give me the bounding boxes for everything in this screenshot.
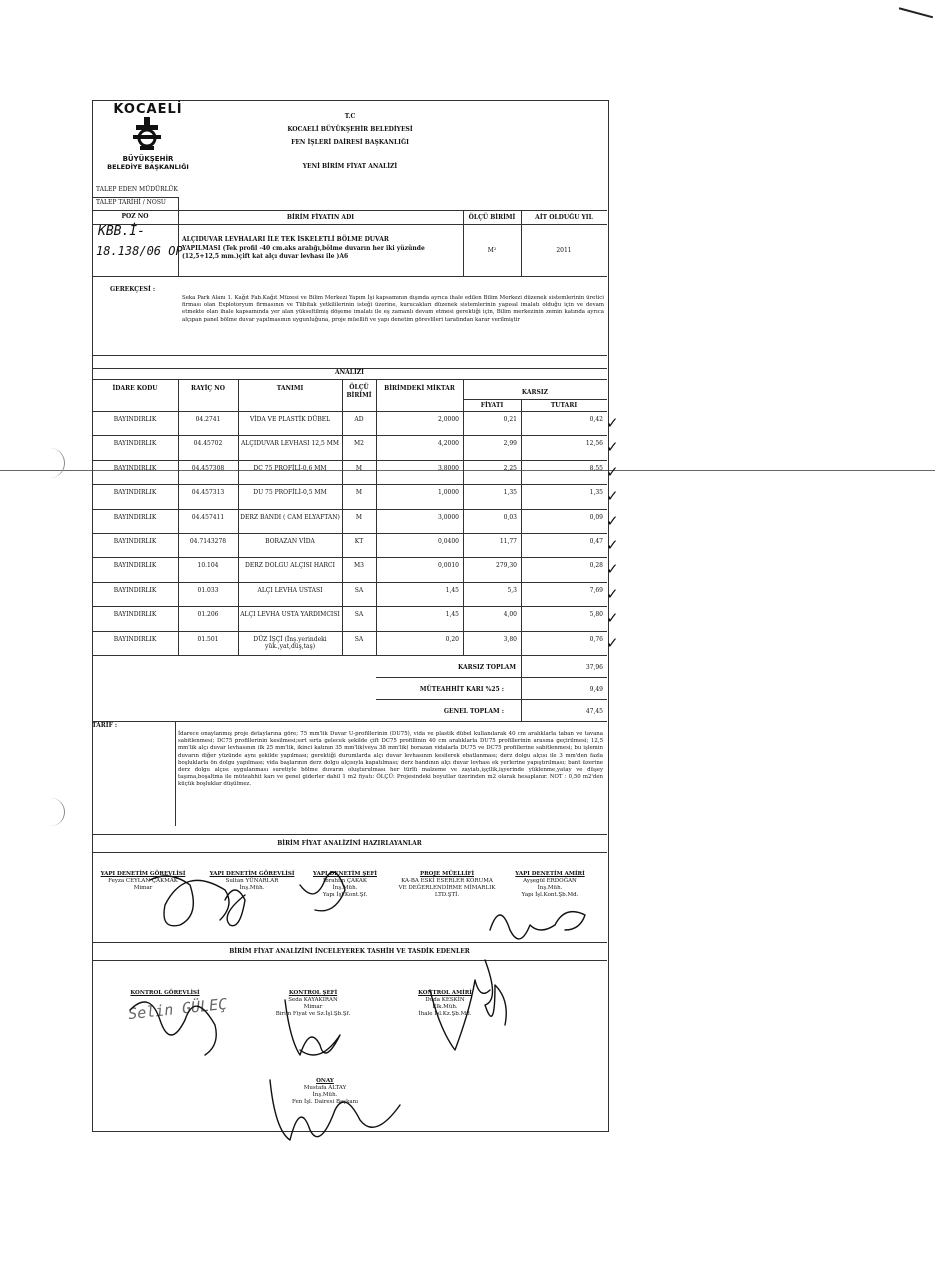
- analiz-title: ANALİZİ: [334, 369, 364, 376]
- inceleyen-title: BİRİM FİYAT ANALİZİNİ İNCELEYEREK TASHİH VE TASDİK EDENLER: [229, 948, 470, 955]
- signatory-role: YAPI DENETİM GÖREVLİSİ: [209, 871, 295, 877]
- cell-rayic: 10.104: [197, 562, 219, 570]
- check-mark-icon: ✓: [606, 584, 619, 603]
- cell-miktar: 4,2000: [438, 440, 459, 448]
- genel-toplam-value: 47,45: [585, 708, 603, 715]
- cell-fiyat: 1,35: [503, 489, 517, 497]
- signatory-role: YAPI DENETİM GÖREVLİSİ: [100, 871, 186, 877]
- cell-tutar: 0,76: [589, 635, 603, 643]
- cell-idare: BAYINDIRLIK: [113, 513, 157, 521]
- cell-miktar: 1,45: [445, 586, 459, 594]
- poz-name-line3: (12,5+12,5 mm.)çift kat alçı duvar levhası ile )A6: [182, 253, 349, 260]
- poz-adi-header: BİRİM FİYATIN ADI: [286, 214, 355, 221]
- header-daire: FEN İŞLERİ DAİRESİ BAŞKANLIĞI: [291, 139, 409, 146]
- cell-olcu: SA: [354, 611, 364, 619]
- signatory-name: Duda KESKİN: [425, 997, 465, 1003]
- col-idare-kodu: İDARE KODU: [112, 385, 158, 392]
- cell-tanim: ALÇI LEVHA USTA YARDIMCISI: [240, 611, 340, 619]
- cell-tutar: 7,69: [589, 586, 603, 594]
- check-mark-icon: ✓: [606, 511, 619, 530]
- check-mark-icon: ✓: [606, 536, 619, 554]
- signatory-name: KA-BA ESKİ ESERLER KORUMA: [401, 878, 493, 884]
- cell-tanim: ALÇI LEVHA USTASI: [257, 586, 323, 594]
- signatory-role: YAPI DENETİM ŞEFİ: [313, 871, 377, 877]
- onay-title: İnş.Müh.: [312, 1092, 338, 1098]
- signatory-title: İnş.Müh.: [332, 885, 358, 891]
- cell-tanim: DERZ BANDI ( CAM ELYAFTAN): [240, 513, 340, 521]
- cell-fiyat: 5,3: [507, 586, 517, 594]
- cell-tutar: 0,42: [589, 416, 603, 423]
- cell-tanim: DÜZ İŞÇİ (İnş.yerindeki yük.,yat,düş,taş): [253, 635, 327, 650]
- cell-rayic: 01.206: [197, 611, 219, 619]
- cell-fiyat: 2,99: [503, 440, 517, 448]
- karsiz-toplam-label: KARSIZ TOPLAM: [458, 664, 516, 671]
- cell-miktar: 3,0000: [438, 513, 459, 521]
- cell-rayic: 04.45702: [193, 440, 223, 448]
- cell-idare: BAYINDIRLIK: [113, 440, 157, 448]
- poz-year: 2011: [556, 247, 572, 254]
- signatory-extra: İhale İşl.Kz.Şb.Md.: [418, 1011, 472, 1017]
- logo-top: KOCAELİ: [113, 102, 183, 117]
- signatory-title: VE DEĞERLENDİRME MİMARLIK: [398, 885, 496, 891]
- cell-tutar: 8,55: [589, 464, 603, 472]
- cell-miktar: 1,45: [445, 611, 459, 619]
- cell-fiyat: 2,25: [503, 464, 517, 472]
- check-mark-icon: ✓: [606, 560, 619, 579]
- signatory-role: YAPI DENETİM AMİRİ: [515, 871, 585, 877]
- cell-tutar: 0,47: [589, 538, 603, 545]
- signatory-role: PROJE MÜELLİFİ: [419, 871, 475, 877]
- col-rayic-no: RAYİÇ NO: [190, 385, 225, 392]
- cell-idare: BAYINDIRLIK: [113, 538, 157, 545]
- cell-olcu: M3: [354, 562, 364, 570]
- cell-idare: BAYINDIRLIK: [113, 489, 157, 497]
- cell-miktar: 1,0000: [438, 489, 459, 497]
- cell-olcu: M: [355, 489, 363, 497]
- cell-fiyat: 4,00: [503, 611, 517, 619]
- signatory-name: Sultan YÜNARLAR: [225, 878, 279, 884]
- signatory-name: Seda KAYAKIRAN: [288, 997, 338, 1003]
- stamp-handwritten-name: Selin GÜLEÇ: [127, 994, 229, 1024]
- cell-rayic: 04.457313: [191, 489, 225, 497]
- poz-no-header: POZ NO: [121, 213, 149, 220]
- cell-idare: BAYINDIRLIK: [113, 562, 157, 570]
- cell-tutar: 0,09: [589, 513, 603, 521]
- signatory-title: Elk.Müh.: [432, 1004, 458, 1010]
- check-mark-icon: ✓: [606, 414, 619, 432]
- gerekce-label: GEREKÇESİ :: [110, 286, 156, 293]
- cell-rayic: 01.033: [197, 586, 219, 594]
- cell-tutar: 1,35: [589, 489, 603, 497]
- cell-fiyat: 0,21: [503, 416, 517, 423]
- header-analiz-title: YENİ BİRİM FİYAT ANALİZİ: [302, 163, 398, 170]
- col-tutari: TUTARI: [550, 402, 578, 409]
- cell-fiyat: 11,77: [499, 538, 517, 545]
- cell-rayic: 01.501: [197, 635, 219, 643]
- col-olcu: ÖLÇÜ BİRİMİ: [346, 384, 372, 399]
- signatory-title: Mimar: [303, 1004, 323, 1010]
- cell-tanim: DERZ DOLGU ALÇISI HARCI: [245, 562, 335, 570]
- cell-miktar: 0,20: [445, 635, 459, 643]
- cell-miktar: 2,0000: [438, 416, 459, 423]
- cell-olcu: AD: [354, 416, 364, 423]
- cell-idare: BAYINDIRLIK: [113, 464, 157, 472]
- signatory-role: KONTROL ŞEFİ: [288, 990, 338, 996]
- onay-name: Mustafa ALTAY: [303, 1085, 347, 1091]
- onay-role: ONAY: [316, 1078, 334, 1084]
- check-mark-icon: ✓: [606, 609, 619, 628]
- poz-olcu-header: ÖLÇÜ BİRİMİ: [468, 214, 516, 221]
- logo-bottom: BELEDİYE BAŞKANLIĞI: [107, 163, 189, 171]
- check-mark-icon: ✓: [606, 487, 619, 506]
- talep-mudurluk: TALEP EDEN MÜDÜRLÜK: [96, 186, 178, 193]
- cell-tutar: 5,80: [589, 611, 603, 619]
- signatory-extra: Birim Fiyat ve Sz.İşl.Şb.Şf.: [275, 1011, 351, 1017]
- karsiz-toplam-value: 37,96: [585, 664, 603, 671]
- check-mark-icon: ✓: [606, 438, 619, 457]
- cell-olcu: KT: [354, 538, 364, 545]
- cell-olcu: M2: [354, 440, 364, 448]
- signatory-title: Mimar: [133, 885, 153, 891]
- cell-tanim: ALÇIDUVAR LEVHASI 12,5 MM: [240, 440, 340, 448]
- col-fiyati: FİYATI: [480, 402, 504, 409]
- cell-olcu: M: [355, 464, 363, 472]
- cell-rayic: 04.457308: [191, 464, 225, 472]
- tarif-text: İdarece onaylanmış proje detaylarına göre; 75 mm'lik Duvar U-profillerinin (DU75), vida ve plastik dübel kullanılarak 40 cm aralıklarla taban ve tavana sabitlenmesi; DC75 profillerinin kesilmesi;sırt sırta gelecek şekilde çift DC75 profillinin 40 cm aralıklarla DU75 profillerinin arasına geçirilmesi; 12,5 mm'lik alçı duvar levhasının ilk 25 mm'lik, ikinci katının 35 mm'lik(veya 38 mm'lik) borazan vidalarla DU75 ve DC75 profillerine sabitlenmesi; bu işlemin duvarın diğer yüzünde aynı şekilde yapılması; gerektiği durumlarda alçı duvar levhasının kesilerek ebatlanması; derz dolgu alçısı ile 3 mm'den fazla boşluklarla ön dolgu yapılması; vida başlarının derz dolgu alçısıyla kapatılması; derz bandının alçı duvar levhası ek yerlerine yapıştırılması; bant üzerine derz dolgu alçısı uygulanması suretiyle bölme duvarın oluşturulması her türlü malzeme ve zayiatı,işçilik,işyerinde yüklenme,yatay ve düşey taşıma,boşaltma ile müteahhit karı ve genel giderler dahil 1 m2 fiyatı: ÖLÇÜ: Projesindeki boyutlar üzerinden m2 olarak hesaplanır. NOT : 0,50 m2'den küçük boşluklar düşülmez.: [178, 731, 603, 788]
- cell-olcu: M: [355, 513, 363, 521]
- muteahhit-kari-label: MÜTEAHHİT KARI %25 :: [419, 686, 504, 693]
- signatory-name: Feyza CEYLAN ÇAKMAK: [108, 878, 178, 884]
- poz-no-handwritten-2: 18.138/06 OP: [96, 244, 183, 258]
- cell-rayic: 04.7143278: [189, 538, 227, 545]
- signatory-extra: LTD.ŞTİ.: [434, 892, 460, 898]
- cell-fiyat: 0,03: [503, 513, 517, 521]
- cell-rayic: 04.2741: [195, 416, 221, 423]
- tarif-label: TARİF :: [92, 722, 118, 729]
- col-karsiz: KARSIZ: [521, 389, 549, 396]
- poz-name-line1: ALÇIDUVAR LEVHALARI İLE TEK İSKELETLİ BÖLME DUVAR: [182, 236, 389, 243]
- logo-mid: BÜYÜKŞEHİR: [122, 155, 174, 163]
- hazirlayanlar-title: BİRİM FİYAT ANALİZİNİ HAZIRLAYANLAR: [277, 840, 422, 847]
- cell-idare: BAYINDIRLIK: [113, 635, 157, 643]
- talep-tarih: TALEP TARİHİ / NOSU: [96, 199, 166, 206]
- cell-tanim: DC 75 PROFİLİ-0,6 MM: [253, 464, 327, 472]
- cell-idare: BAYINDIRLIK: [113, 416, 157, 423]
- header-tc: T.C: [344, 113, 356, 120]
- cell-idare: BAYINDIRLIK: [113, 586, 157, 594]
- col-miktar: BİRİMDEKİ MİKTAR: [384, 385, 455, 392]
- cell-miktar: 0,0400: [438, 538, 459, 545]
- poz-name-line2: YAPILMASI (Tek profil -40 cm.aks aralığı,bölme duvarın her iki yüzünde: [182, 244, 425, 252]
- cell-tanim: BORAZAN VİDA: [265, 538, 315, 545]
- cell-fiyat: 3,80: [503, 635, 517, 643]
- cell-rayic: 04.457411: [191, 513, 225, 521]
- check-mark-icon: ✓: [606, 633, 619, 652]
- cell-miktar: 0,0010: [438, 562, 459, 570]
- poz-no-handwritten-1: KBB.İ-: [98, 224, 145, 239]
- check-mark-icon: ✓: [606, 462, 619, 481]
- cell-idare: BAYINDIRLIK: [113, 611, 157, 619]
- cell-fiyat: 279,30: [496, 562, 517, 570]
- cell-tanim: DU 75 PROFİLİ-0,5 MM: [253, 489, 327, 497]
- cell-tutar: 12,56: [585, 440, 603, 448]
- muteahhit-kari-value: 9,49: [589, 686, 603, 693]
- signatory-extra: Yapı İşl.Kont.Şf.: [322, 892, 368, 898]
- col-tanimi: TANIMI: [276, 385, 304, 392]
- cell-olcu: SA: [354, 586, 364, 594]
- cell-olcu: SA: [354, 635, 364, 643]
- header-belediye: KOCAELİ BÜYÜKŞEHİR BELEDİYESİ: [287, 126, 413, 133]
- signatory-title: İnş.Müh.: [239, 885, 265, 891]
- signatory-name: Ayşegül ERDOĞAN: [523, 878, 577, 884]
- signatory-name: İbrahim ÇAKAK: [322, 878, 367, 884]
- signatory-title: İnş.Müh.: [537, 885, 563, 891]
- cell-tutar: 0,28: [589, 562, 603, 570]
- genel-toplam-label: GENEL TOPLAM :: [443, 708, 504, 715]
- cell-miktar: 3,8000: [438, 464, 459, 472]
- onay-extra: Fen İşl. Dairesi Başkanı: [291, 1099, 359, 1105]
- signatory-extra: Yapı İşl.Kont.Şb.Md.: [521, 892, 579, 898]
- signatory-role: KONTROL GÖREVLİSİ: [130, 990, 200, 996]
- poz-yil-header: AİT OLDUĞU YIL: [535, 214, 593, 221]
- gerekce-text: Seka Park Alanı 1. Kağıt Fab.Kağıt Müzesi ve Bilim Merkezi Yapım İşi kapsamının dışında ayrıca ihale edilen Bilim Merkezi düzenek sistemlerinin üretici firması olan Explotoryum firmasının ve Tübitak yetkililerinin isteği üzerine, kurucakları düzenek sistemlerinin yapısal imalatı olduğu için ve devam etmekte olan ihale kapsamında yer alan yükseltilmiş döşeme imalatı ile eş zamanlı devam etmesi gerektiği için, Bilim merkezinin zemin katında ayrıca alçıpan panel bölme duvar yapılmasının uygunluğuna, proje müellifi ve yapı denetim görevlileri tarafından karar verilmiştir: [182, 295, 604, 323]
- poz-unit: M²: [487, 247, 497, 254]
- cell-tanim: VİDA VE PLASTİK DÜBEL: [249, 416, 331, 423]
- signatory-role: KONTROL AMİRİ: [418, 990, 472, 996]
